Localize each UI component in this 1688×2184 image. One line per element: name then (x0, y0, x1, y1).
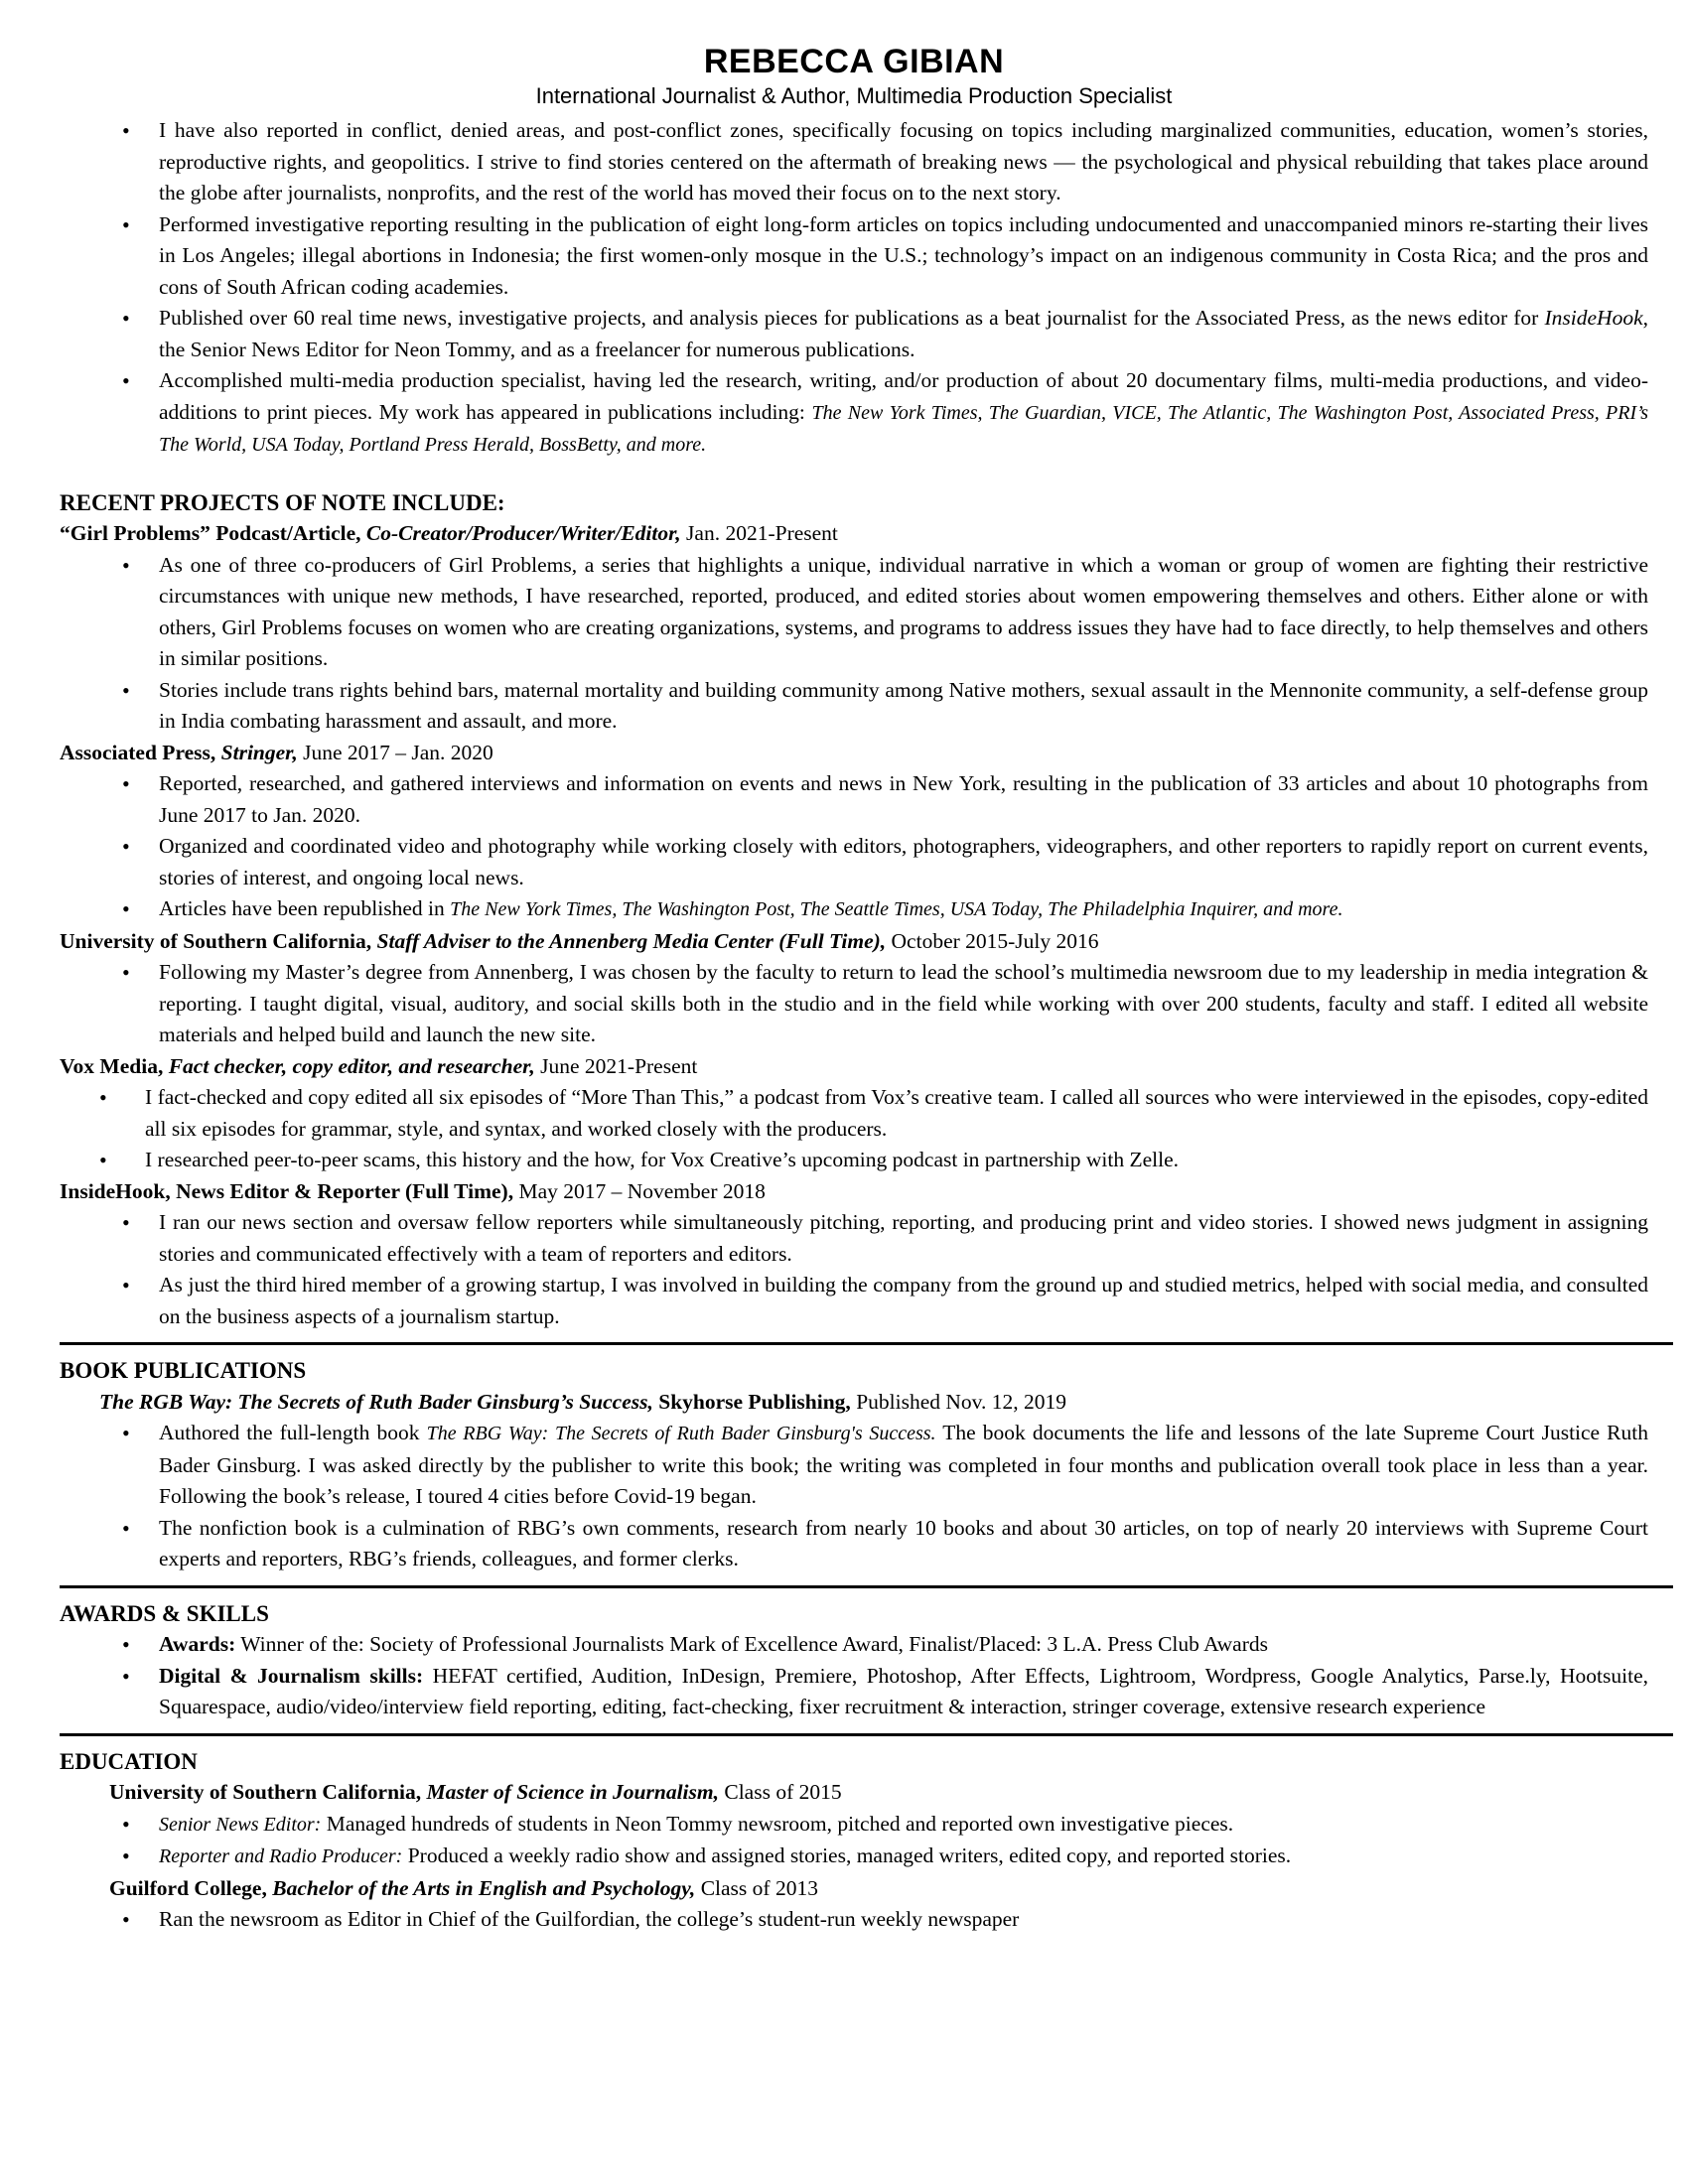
candidate-name: REBECCA GIBIAN (703, 43, 1005, 80)
list-item: • Performed investigative reporting resulting in the publication of eight long-form articles on topics including undocumented and unaccompanied minors re-starting their lives in Los Angeles; illegal abortions in Indonesia; the first women-only mosque in the U.S.; technology’s impact on an indigenous community in Costa Rica; and the pros and cons of South African coding academies. (60, 209, 1648, 304)
section-heading-books: BOOK PUBLICATIONS (60, 1358, 307, 1383)
list-item: • Following my Master’s degree from Annenberg, I was chosen by the faculty to return to lead the school’s multimedia newsroom due to my leadership in media integration & reporting. I taught digital, visual, auditory, and social skills both in the studio and in the field while working with over 200 students, faculty and staff. I edited all website materials and helped build and launch the new site. (60, 957, 1648, 1051)
candidate-tagline: International Journalist & Author, Multimedia Production Specialist (535, 83, 1173, 108)
list-item: • As one of three co-producers of Girl Problems, a series that highlights a unique, individual narrative in which a woman or group of women are fighting their restrictive circumstances with unique new methods, I have researched, reported, produced, and edited stories about women empowering themselves and others. Either alone or with others, Girl Problems focuses on women who are creating organizations, systems, and programs to address issues they have had to face directly, to help themselves and others in similar positions. (60, 550, 1648, 675)
list-item: • As just the third hired member of a growing startup, I was involved in building the company from the ground up and studied metrics, helped with social media, and consulted on the business aspects of a journalism startup. (60, 1270, 1648, 1332)
list-item: • Awards: Winner of the: Society of Professional Journalists Mark of Excellence Award, Finalist/Placed: 3 L.A. Press Club Awards (60, 1629, 1648, 1661)
section-heading-projects: RECENT PROJECTS OF NOTE INCLUDE: (60, 489, 505, 515)
section-divider (60, 1733, 1673, 1736)
job-title-line: Associated Press, Stringer, June 2017 – Jan. 2020 (60, 740, 493, 764)
list-item: • Articles have been republished in The New York Times, The Washington Post, The Seattle Times, USA Today, The Philadelphia Inquirer, and more. (60, 893, 1648, 926)
job-title-line: University of Southern California, Staff Adviser to the Annenberg Media Center (Full Time), October 2015-July 2016 (60, 928, 1099, 953)
section-divider (60, 1585, 1673, 1588)
summary-list (60, 115, 1648, 462)
resume-header (60, 42, 1648, 111)
list-item: • Published over 60 real time news, investigative projects, and analysis pieces for publications as a beat journalist for the Associated Press, as the news editor for InsideHook, the Senior News Editor for Neon Tommy, and as a freelancer for numerous publications. (60, 303, 1648, 365)
list-item: • Stories include trans rights behind bars, maternal mortality and building community among Native mothers, sexual assault in the Mennonite community, a self-defense group in India combating harassment and assault, and more. (60, 675, 1648, 738)
list-item: • Reported, researched, and gathered interviews and information on events and news in New York, resulting in the publication of 33 articles and about 10 photographs from June 2017 to Jan. 2020. (60, 768, 1648, 831)
list-item: • Authored the full-length book The RBG Way: The Secrets of Ruth Bader Ginsburg's Success. The book documents the life and lessons of the late Supreme Court Justice Ruth Bader Ginsburg. I was asked directly by the publisher to write this book; the writing was completed in four months and publication overall took place in less than a year. Following the book’s release, I toured 4 cities before Covid-19 began. (60, 1418, 1648, 1513)
list-item: • Accomplished multi-media production specialist, having led the research, writing, and/or production of about 20 documentary films, multi-media productions, and video-additions to print pieces. My work has appeared in publications including: The New York Times, The Guardian, VICE, The Atlantic, The Washington Post, Associated Press, PRI’s The World, USA Today, Portland Press Herald, BossBetty, and more. (60, 365, 1648, 462)
job-bullets (60, 1082, 1648, 1176)
list-item: • I fact-checked and copy edited all six episodes of “More Than This,” a podcast from Vox’s creative team. I called all sources who were interviewed in the episodes, copy-edited all six episodes for grammar, style, and syntax, and worked closely with the producers. (60, 1082, 1648, 1145)
list-item: • I ran our news section and oversaw fellow reporters while simultaneously pitching, reporting, and producing print and video stories. I showed news judgment in assigning stories and communicated effectively with a team of reporters and editors. (60, 1207, 1648, 1270)
list-item: • The nonfiction book is a culmination of RBG’s own comments, research from nearly 10 books and about 30 articles, on top of nearly 20 interviews with Supreme Court experts and reporters, RBG’s friends, colleagues, and former clerks. (60, 1513, 1648, 1575)
job-title-line: Vox Media, Fact checker, copy editor, and researcher, June 2021-Present (60, 1053, 698, 1078)
job-title-line: InsideHook, News Editor & Reporter (Full Time), May 2017 – November 2018 (60, 1178, 766, 1203)
education-title-line: University of Southern California, Master of Science in Journalism, Class of 2015 (109, 1780, 842, 1804)
education-bullets (60, 1809, 1648, 1873)
job-bullets (60, 957, 1648, 1051)
section-heading-awards: AWARDS & SKILLS (60, 1600, 269, 1626)
section-heading-education: EDUCATION (60, 1748, 198, 1774)
list-item: • Digital & Journalism skills: HEFAT certified, Audition, InDesign, Premiere, Photoshop, After Effects, Lightroom, Wordpress, Google Analytics, Parse.ly, Hootsuite, Squarespace, audio/video/interview field reporting, editing, fact-checking, fixer recruitment & interaction, stringer coverage, extensive research experience (60, 1661, 1648, 1723)
list-item: • Ran the newsroom as Editor in Chief of the Guilfordian, the college’s student-run weekly newspaper (60, 1904, 1648, 1936)
job-title-line: “Girl Problems” Podcast/Article, Co-Creator/Producer/Writer/Editor, Jan. 2021-Present (60, 521, 838, 545)
education-title-line: Guilford College, Bachelor of the Arts in English and Psychology, Class of 2013 (109, 1875, 818, 1900)
book-title-line: The RGB Way: The Secrets of Ruth Bader Ginsburg’s Success, Skyhorse Publishing, Published Nov. 12, 2019 (99, 1389, 1067, 1414)
job-bullets (60, 1207, 1648, 1332)
education-bullets (60, 1904, 1648, 1936)
list-item: • Reporter and Radio Producer: Produced a weekly radio show and assigned stories, managed writers, edited copy, and reported stories. (60, 1841, 1648, 1873)
list-item: • I have also reported in conflict, denied areas, and post-conflict zones, specifically focusing on topics including marginalized communities, education, women’s stories, reproductive rights, and geopolitics. I strive to find stories centered on the aftermath of breaking news — the psychological and physical rebuilding that takes place around the globe after journalists, nonprofits, and the rest of the world has moved their focus on to the next story. (60, 115, 1648, 209)
list-item: • Senior News Editor: Managed hundreds of students in Neon Tommy newsroom, pitched and reported own investigative pieces. (60, 1809, 1648, 1842)
section-divider (60, 1342, 1673, 1345)
book-bullets (60, 1418, 1648, 1575)
job-bullets (60, 550, 1648, 738)
job-bullets (60, 768, 1648, 926)
list-item: • I researched peer-to-peer scams, this history and the how, for Vox Creative’s upcoming podcast in partnership with Zelle. (60, 1145, 1648, 1176)
awards-bullets (60, 1629, 1648, 1723)
list-item: • Organized and coordinated video and photography while working closely with editors, photographers, videographers, and other reporters to rapidly report on current events, stories of interest, and ongoing local news. (60, 831, 1648, 893)
